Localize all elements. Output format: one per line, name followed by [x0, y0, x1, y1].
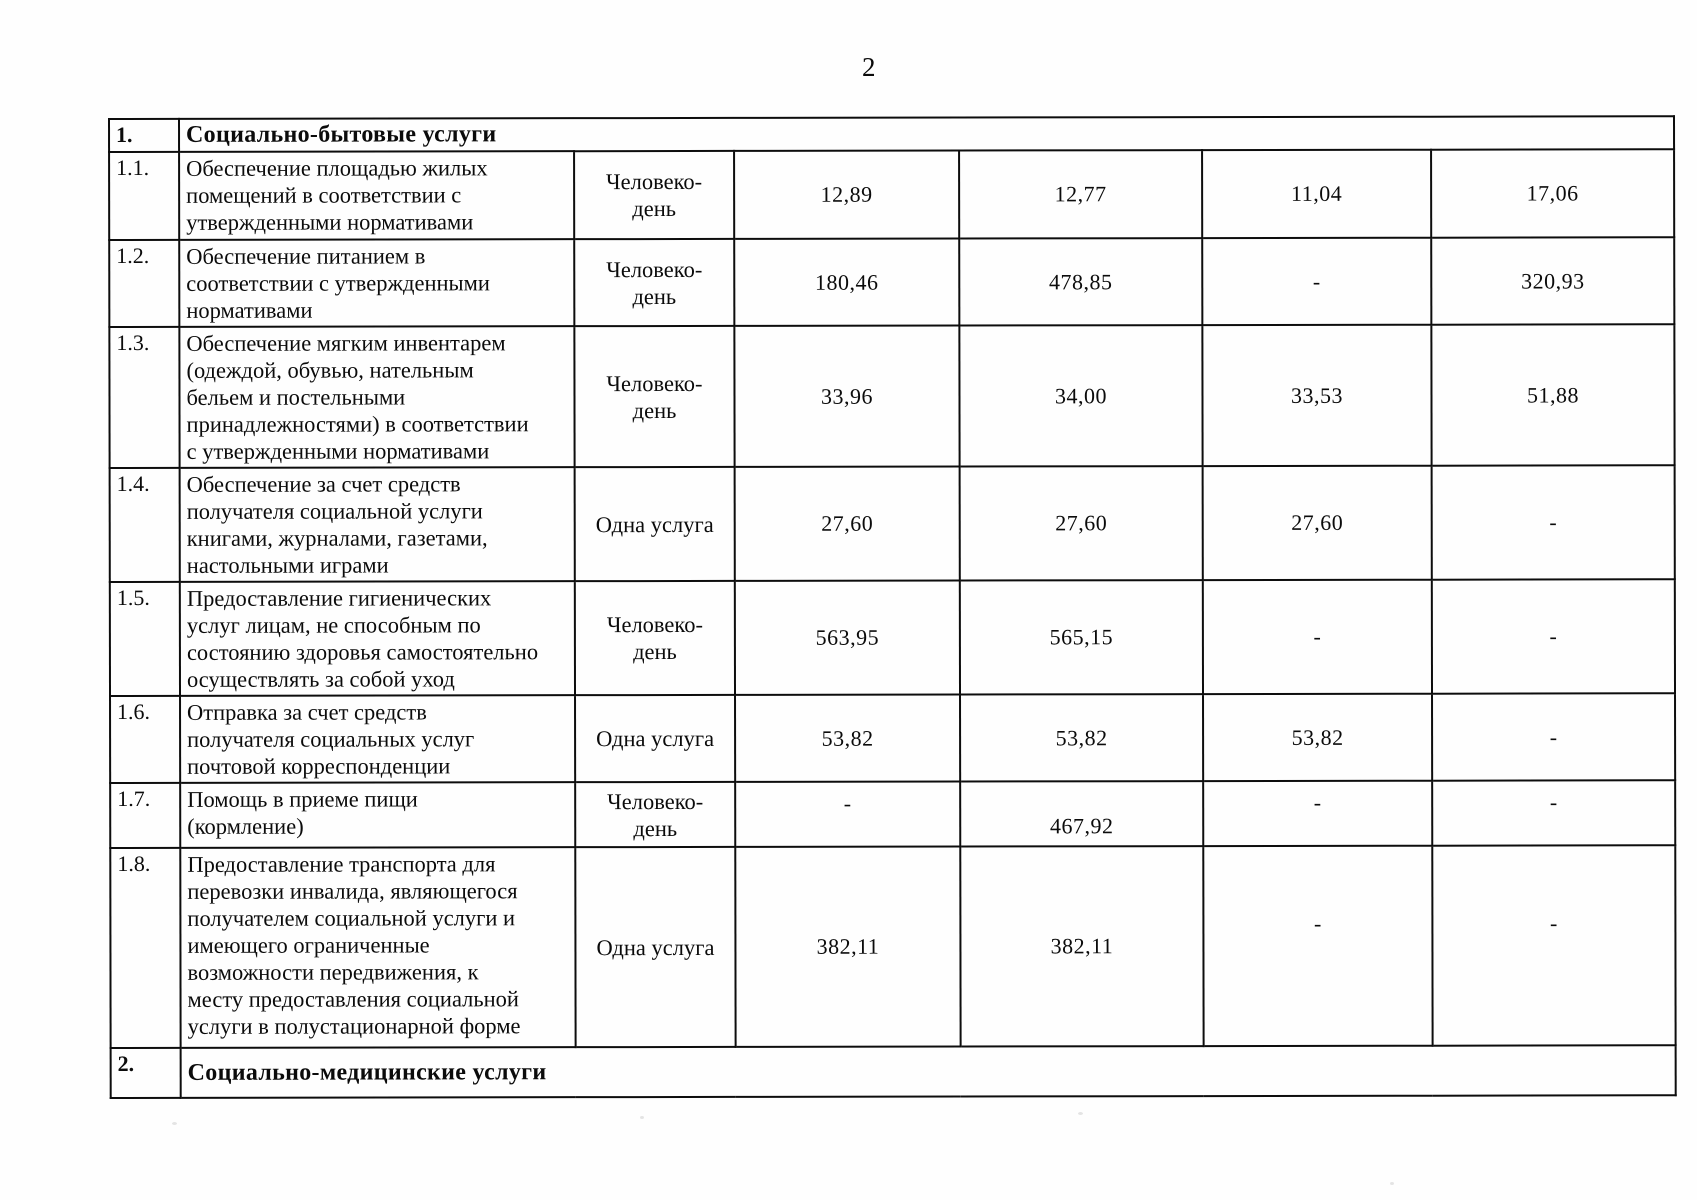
section-number: 2. [111, 1048, 181, 1098]
unit-of-measure: Человеко- день [574, 239, 734, 326]
section-number: 1. [109, 119, 179, 152]
service-name: Обеспечение площадью жилых помещений в соответствии с утвержденными нормативами [179, 151, 574, 240]
value-cell: 12,77 [959, 150, 1202, 238]
value-cell: - [1203, 846, 1432, 1046]
row-number: 1.4. [110, 468, 180, 582]
value-cell: 11,04 [1202, 150, 1431, 238]
value-cell: - [1432, 465, 1675, 579]
unit-of-measure: Человеко- день [575, 782, 735, 847]
row-number: 1.7. [110, 783, 180, 848]
unit-of-measure: Одна услуга [575, 847, 735, 1047]
value-cell: - [1432, 780, 1675, 845]
scan-speckle [1078, 1112, 1083, 1115]
value-cell: 33,53 [1202, 325, 1431, 466]
value-cell: 33,96 [734, 326, 959, 467]
value-cell: 53,82 [960, 694, 1203, 781]
section-title: Социально-бытовые услуги [179, 116, 1674, 152]
value-cell: 563,95 [735, 581, 960, 695]
table-row-1-5 [110, 579, 1675, 696]
value-cell: 17,06 [1431, 149, 1674, 237]
table-row-1-1 [109, 149, 1674, 240]
section-row-1 [109, 116, 1674, 152]
value-cell: 53,82 [1203, 694, 1432, 781]
service-name: Обеспечение за счет средств получателя социальной услуги книгами, журналами, газетами, настольными играми [180, 467, 575, 582]
row-number: 1.2. [109, 240, 179, 327]
value-cell: - [1432, 845, 1675, 1045]
value-cell: - [1203, 580, 1432, 694]
value-cell: 27,60 [735, 467, 960, 581]
value-cell: - [1202, 238, 1431, 325]
row-number: 1.8. [110, 848, 180, 1048]
unit-of-measure: Человеко- день [574, 151, 734, 239]
row-number: 1.6. [110, 696, 180, 783]
scan-speckle [1390, 1182, 1394, 1185]
unit-of-measure: Одна услуга [575, 467, 735, 581]
table-row-1-2 [109, 237, 1674, 327]
row-number: 1.1. [109, 152, 179, 240]
table-row-1-6 [110, 693, 1675, 783]
value-cell: 320,93 [1431, 237, 1674, 324]
service-name: Отправка за счет средств получателя социальных услуг почтовой корреспонденции [180, 695, 575, 783]
value-cell: 565,15 [960, 580, 1203, 694]
section-row-2 [111, 1045, 1676, 1098]
table-scan-area [108, 115, 1677, 1099]
service-name: Обеспечение мягким инвентарем (одеждой, обувью, нательным бельем и постельными принадлежностями) в соответствии с утвержденными нормативами [179, 326, 574, 468]
table-row-1-7 [110, 780, 1675, 848]
table-row-1-4 [110, 465, 1675, 582]
page-number: 2 [862, 52, 876, 82]
row-number: 1.5. [110, 582, 180, 696]
unit-of-measure: Человеко- день [575, 581, 735, 695]
value-cell: 382,11 [735, 847, 960, 1047]
table-row-1-3 [109, 324, 1674, 468]
value-cell: 478,85 [959, 238, 1202, 325]
service-name: Обеспечение питанием в соответствии с утвержденными нормативами [179, 239, 574, 327]
tariff-table [108, 115, 1677, 1099]
value-cell: 180,46 [734, 239, 959, 326]
value-cell: 27,60 [960, 466, 1203, 580]
value-cell: 12,89 [734, 151, 959, 239]
value-cell: 51,88 [1431, 324, 1674, 465]
table-row-1-8 [110, 845, 1675, 1048]
section-title: Социально-медицинские услуги [181, 1045, 1676, 1098]
service-name: Предоставление транспорта для перевозки инвалида, являющегося получателем социальной услуги и имеющего ограниченные возможности передвижения, к месту предоставления социальной услуги в полустационарной форме [180, 847, 575, 1048]
service-name: Предоставление гигиенических услуг лицам, не способным по состоянию здоровья самостоятельно осуществлять за собой уход [180, 581, 575, 696]
value-cell: - [1432, 579, 1675, 693]
scan-speckle [172, 1122, 177, 1125]
unit-of-measure: Одна услуга [575, 695, 735, 782]
unit-of-measure: Человеко- день [574, 326, 734, 467]
value-cell: 27,60 [1203, 466, 1432, 580]
value-cell: - [1432, 693, 1675, 780]
scan-speckle [640, 1116, 644, 1119]
value-cell: 53,82 [735, 695, 960, 782]
value-cell: 382,11 [960, 846, 1203, 1046]
value-cell: 467,92 [960, 781, 1203, 846]
service-name: Помощь в приеме пищи (кормление) [180, 782, 575, 848]
value-cell: 34,00 [959, 325, 1202, 466]
value-cell: - [1203, 781, 1432, 846]
row-number: 1.3. [109, 327, 179, 468]
value-cell: - [735, 782, 960, 847]
